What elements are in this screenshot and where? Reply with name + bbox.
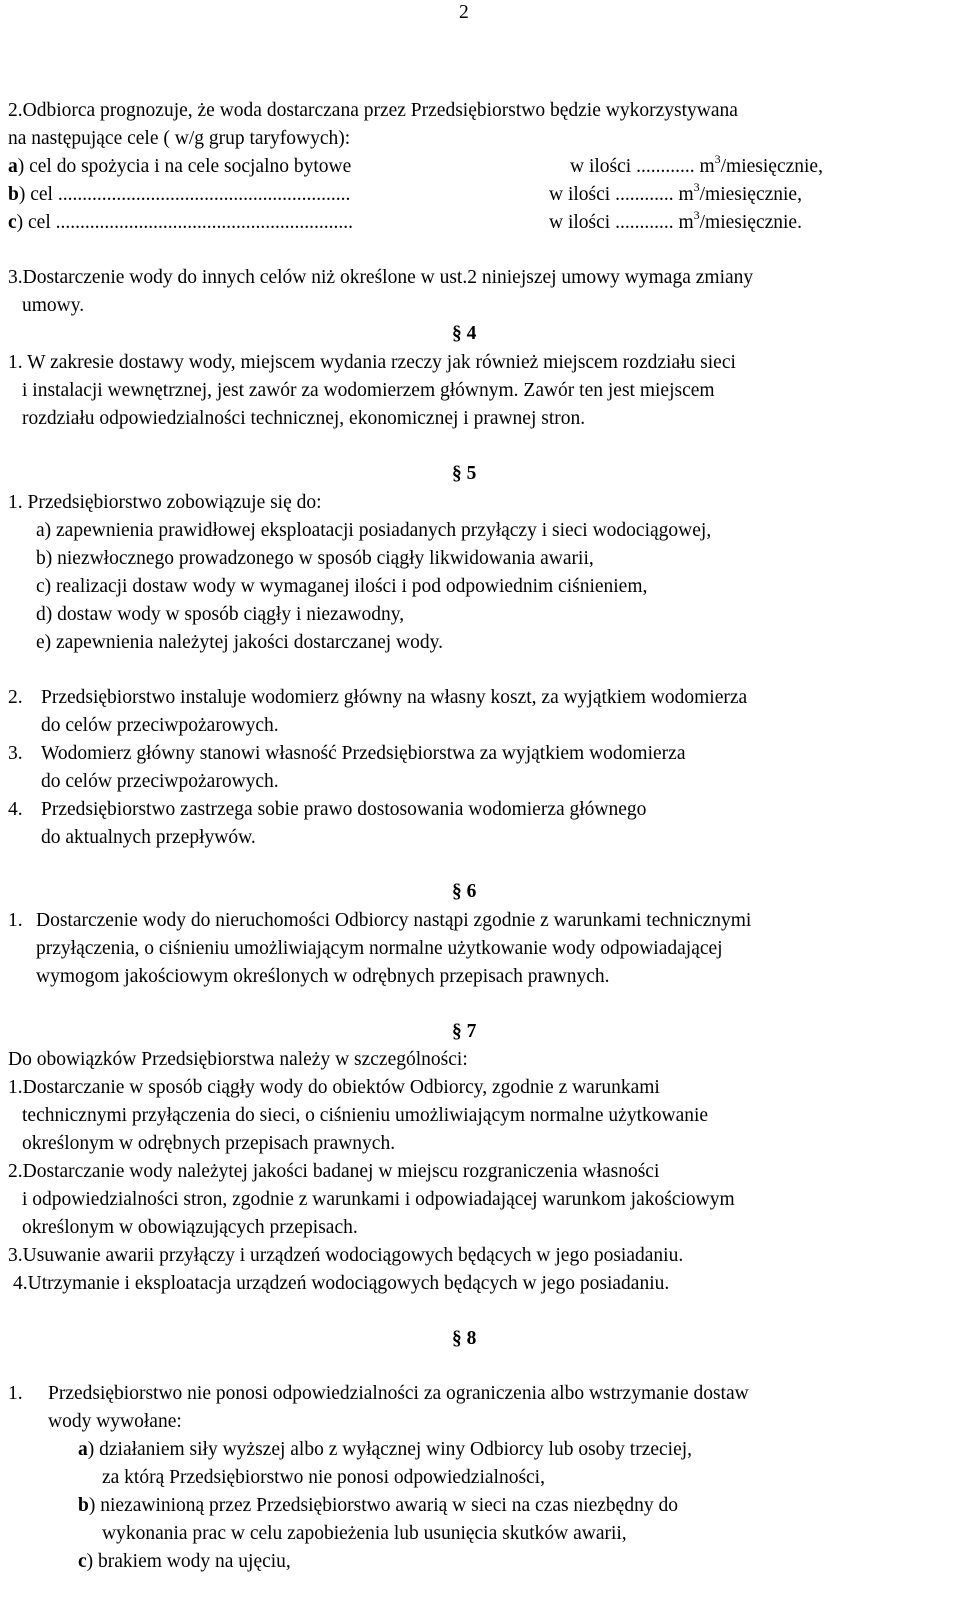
paragraph-line: Przedsiębiorstwo zastrzega sobie prawo dostosowania wodomierza głównego (41, 799, 647, 820)
section-heading: § 8 (452, 1328, 477, 1349)
paragraph-line: Do obowiązków Przedsiębiorstwa należy w szczególności: (8, 1049, 468, 1070)
paragraph-line: określonym w obowiązujących przepisach. (22, 1217, 358, 1238)
paragraph-line: 1. W zakresie dostawy wody, miejscem wydania rzeczy jak również miejscem rozdziału sieci (8, 352, 736, 373)
item-letter: a (8, 156, 18, 177)
item-text: ) cel ............................................................ (18, 184, 351, 205)
paragraph-line: wykonania prac w celu zapobieżenia lub usunięcia skutków awarii, (102, 1523, 627, 1544)
page-number: 2 (459, 2, 469, 23)
paragraph-line: 2.Dostarczanie wody należytej jakości badanej w miejscu rozgraniczenia własności (8, 1161, 660, 1182)
item-text: ) niezawinioną przez Przedsiębiorstwo awarią w sieci na czas niezbędny do (88, 1495, 678, 1516)
list-item-a (78, 1436, 692, 1465)
paragraph-line: do aktualnych przepływów. (41, 827, 256, 848)
list-item-c (78, 1548, 291, 1577)
unit-label: /miesięcznie. (699, 212, 802, 233)
paragraph-line: przyłączenia, o ciśnieniu umożliwiającym normalne użytkowanie wody odpowiadającej (36, 938, 723, 959)
paragraph-line: umowy. (22, 295, 85, 316)
paragraph-line: 2.Odbiorca prognozuje, że woda dostarczana przez Przedsiębiorstwo będzie wykorzystywana (8, 100, 738, 121)
unit-label: /miesięcznie, (720, 156, 823, 177)
paragraph-line: wymogom jakościowym określonych w odrębnych przepisach prawnych. (36, 966, 610, 987)
unit-exponent: 3 (693, 207, 700, 222)
list-item-c (8, 209, 353, 238)
paragraph-line: 3.Dostarczenie wody do innych celów niż określone w ust.2 niniejszej umowy wymaga zmiany (8, 267, 754, 288)
item-letter: a (78, 1439, 88, 1460)
paragraph-line: i odpowiedzialności stron, zgodnie z warunkami i odpowiadającej warunkom jakościowym (22, 1189, 735, 1210)
quantity-field (549, 181, 802, 210)
paragraph-line: Przedsiębiorstwo nie ponosi odpowiedzialności za ograniczenia albo wstrzymanie dostaw (48, 1383, 749, 1404)
paragraph-line: rozdziału odpowiedzialności technicznej, ekonomicznej i prawnej stron. (22, 408, 586, 429)
item-letter: c (78, 1551, 87, 1572)
item-text: ) cel ............................................................. (16, 212, 354, 233)
quantity-label: w ilości ............ m (570, 156, 715, 177)
list-item-b (8, 181, 350, 210)
item-number: 3. (8, 743, 23, 764)
item-letter: b (78, 1495, 89, 1516)
paragraph-line: 1. Przedsiębiorstwo zobowiązuje się do: (8, 492, 322, 513)
list-item: c) realizacji dostaw wody w wymaganej ilości i pod odpowiednim ciśnieniem, (36, 576, 648, 597)
list-item: d) dostaw wody w sposób ciągły i niezawodny, (36, 604, 405, 625)
quantity-label: w ilości ............ m (549, 184, 694, 205)
paragraph-line: technicznymi przyłączenia do sieci, o ciśnieniu umożliwiającym normalne użytkowanie (22, 1105, 709, 1126)
quantity-field (570, 153, 823, 182)
item-number: 1. (8, 910, 23, 931)
list-item: e) zapewnienia należytej jakości dostarczanej wody. (36, 632, 443, 653)
list-item: a) zapewnienia prawidłowej eksploatacji posiadanych przyłączy i sieci wodociągowej, (36, 520, 712, 541)
item-text: ) brakiem wody na ujęciu, (86, 1551, 291, 1572)
paragraph-line: 1.Dostarczanie w sposób ciągły wody do obiektów Odbiorcy, zgodnie z warunkami (8, 1077, 660, 1098)
paragraph-line: na następujące cele ( w/g grup taryfowych): (8, 128, 351, 149)
paragraph-line: do celów przeciwpożarowych. (41, 771, 279, 792)
item-letter: b (8, 184, 19, 205)
paragraph-line: Wodomierz główny stanowi własność Przedsiębiorstwa za wyjątkiem wodomierza (41, 743, 686, 764)
unit-exponent: 3 (693, 179, 700, 194)
item-number: 2. (8, 687, 23, 708)
paragraph-line: 3.Usuwanie awarii przyłączy i urządzeń wodociągowych będących w jego posiadaniu. (8, 1245, 684, 1266)
item-text: ) cel do spożycia i na cele socjalno bytowe (17, 156, 352, 177)
quantity-field (549, 209, 802, 238)
section-heading: § 7 (452, 1021, 477, 1042)
quantity-label: w ilości ............ m (549, 212, 694, 233)
unit-exponent: 3 (714, 151, 721, 166)
paragraph-line: 4.Utrzymanie i eksploatacja urządzeń wodociągowych będących w jego posiadaniu. (13, 1273, 670, 1294)
paragraph-line: i instalacji wewnętrznej, jest zawór za wodomierzem głównym. Zawór ten jest miejscem (22, 380, 715, 401)
paragraph-line: określonym w odrębnych przepisach prawnych. (22, 1133, 396, 1154)
item-text: ) działaniem siły wyższej albo z wyłącznej winy Odbiorcy lub osoby trzeciej, (87, 1439, 693, 1460)
paragraph-line: Przedsiębiorstwo instaluje wodomierz główny na własny koszt, za wyjątkiem wodomierza (41, 687, 748, 708)
paragraph-line: Dostarczenie wody do nieruchomości Odbiorcy nastąpi zgodnie z warunkami technicznymi (36, 910, 752, 931)
list-item-a (8, 153, 351, 182)
list-item: b) niezwłocznego prowadzonego w sposób ciągły likwidowania awarii, (36, 548, 594, 569)
section-heading: § 5 (452, 463, 477, 484)
list-item-b (78, 1492, 678, 1521)
unit-label: /miesięcznie, (699, 184, 802, 205)
paragraph-line: wody wywołane: (48, 1411, 182, 1432)
item-letter: c (8, 212, 17, 233)
paragraph-line: do celów przeciwpożarowych. (41, 715, 279, 736)
section-heading: § 6 (452, 881, 477, 902)
item-number: 1. (8, 1383, 23, 1404)
section-heading: § 4 (452, 323, 477, 344)
item-number: 4. (8, 799, 23, 820)
paragraph-line: za którą Przedsiębiorstwo nie ponosi odpowiedzialności, (102, 1467, 545, 1488)
